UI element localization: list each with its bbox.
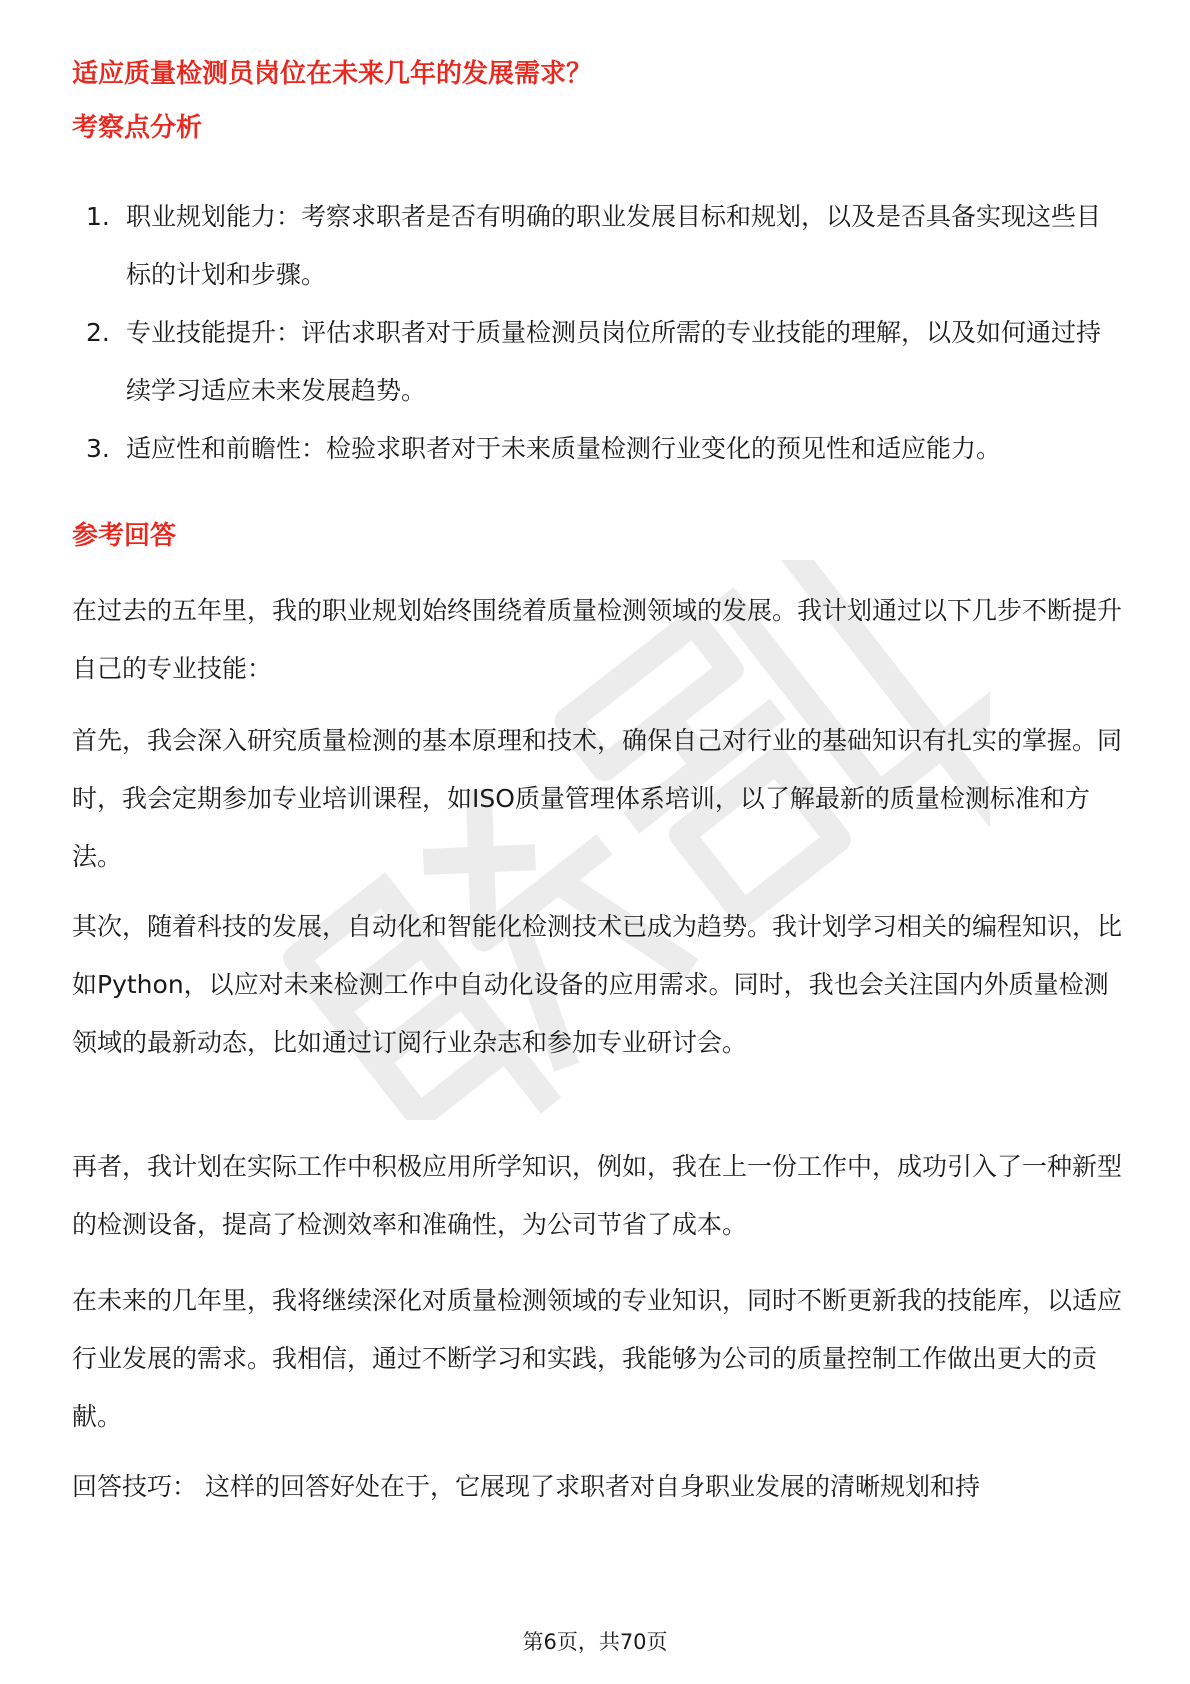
- page-number: 第6页，共70页: [522, 1630, 668, 1654]
- list-number: 2.: [86, 318, 110, 347]
- list-item: [72, 188, 1122, 304]
- answer-paragraph: 再者，我计划在实际工作中积极应用所学知识，例如，我在上一份工作中，成功引入了一种新型的检测设备，提高了检测效率和准确性，为公司节省了成本。: [72, 1152, 1123, 1239]
- list-item-text: 适应性和前瞻性：检验求职者对于未来质量检测行业变化的预见性和适应能力。: [126, 434, 1002, 463]
- list-item: [72, 420, 1122, 478]
- answer-paragraph: 首先，我会深入研究质量检测的基本原理和技术，确保自己对行业的基础知识有扎实的掌握。同时，我会定期参加专业培训课程，如ISO质量管理体系培训，以了解最新的质量检测标准和方法。: [72, 726, 1123, 871]
- answer-paragraph: 在过去的五年里，我的职业规划始终围绕着质量检测领域的发展。我计划通过以下几步不断提升自己的专业技能：: [72, 596, 1123, 683]
- answer-paragraph: 在未来的几年里，我将继续深化对质量检测领域的专业知识，同时不断更新我的技能库，以适应行业发展的需求。我相信，通过不断学习和实践，我能够为公司的质量控制工作做出更大的贡献。: [72, 1286, 1123, 1431]
- list-item-text: 职业规划能力：考察求职者是否有明确的职业发展目标和规划，以及是否具备实现这些目标的计划和步骤。: [126, 202, 1102, 289]
- list-item-text: 专业技能提升：评估求职者对于质量检测员岗位所需的专业技能的理解，以及如何通过持续学习适应未来发展趋势。: [126, 318, 1102, 405]
- question-title: 适应质量检测员岗位在未来几年的发展需求？: [72, 59, 593, 89]
- answer-tip: 回答技巧： 这样的回答好处在于，它展现了求职者对自身职业发展的清晰规划和持: [72, 1472, 980, 1501]
- list-number: 3.: [86, 434, 110, 463]
- analysis-heading: 考察点分析: [72, 113, 203, 143]
- list-item: [72, 304, 1122, 420]
- answer-paragraph: 其次，随着科技的发展，自动化和智能化检测技术已成为趋势。我计划学习相关的编程知识，比如Python，以应对未来检测工作中自动化设备的应用需求。同时，我也会关注国内外质量检测领域的最新动态，比如通过订阅行业杂志和参加专业研讨会。: [72, 912, 1123, 1057]
- answer-heading: 参考回答: [72, 521, 177, 551]
- analysis-list: [72, 188, 1122, 478]
- list-number: 1.: [86, 202, 110, 231]
